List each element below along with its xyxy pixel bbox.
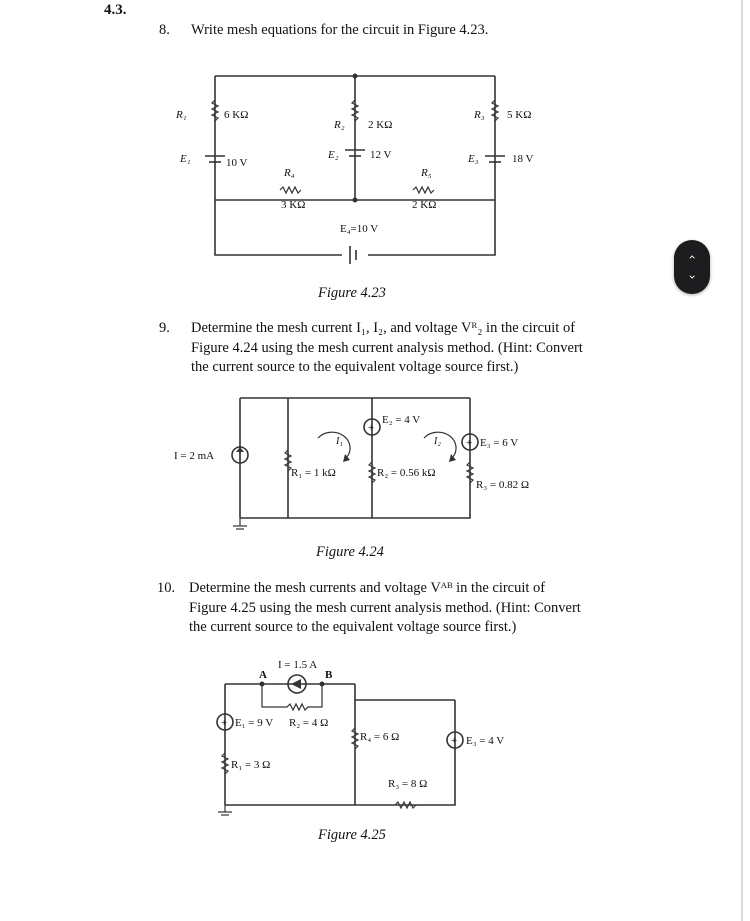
- question-number: 9.: [159, 320, 170, 336]
- label-r5: R₅: [421, 167, 432, 179]
- question-number: 8.: [159, 22, 170, 38]
- question-text-line: Figure 4.24 using the mesh current analysis method. (Hint: Convert: [191, 339, 583, 356]
- node-a: A: [259, 669, 267, 681]
- label-r1: R₁: [176, 109, 187, 121]
- label-i1: I₁: [336, 436, 343, 447]
- label-r4: R₄ = 6 Ω: [360, 731, 400, 743]
- label-r2: R₂: [334, 119, 345, 131]
- value-e1: 10 V: [226, 157, 248, 169]
- value-r3: 5 KΩ: [507, 109, 532, 121]
- chevron-up-icon[interactable]: ‹: [685, 254, 699, 260]
- resistor-r2-branch: [262, 684, 322, 710]
- label-e1: E₁: [180, 153, 191, 165]
- question-text-line: Write mesh equations for the circuit in Figure 4.23.: [191, 22, 489, 38]
- svg-text:+: +: [466, 437, 473, 449]
- figure-4-23-caption: Figure 4.23: [318, 285, 386, 301]
- label-r3: R₃ = 8 Ω: [388, 778, 428, 790]
- figure-4-24-caption: Figure 4.24: [316, 544, 384, 560]
- value-e2: 12 V: [370, 149, 392, 161]
- question-text-line: the current source to the equivalent voltage source first.): [189, 619, 517, 635]
- label-i: I = 2 mA: [174, 450, 215, 462]
- label-i: I = 1.5 A: [278, 659, 318, 671]
- question-number: 10.: [157, 580, 176, 596]
- page-nav-button[interactable]: [674, 240, 710, 294]
- label-e3: E₃ = 6 V: [480, 437, 519, 449]
- value-r5: 2 KΩ: [412, 199, 437, 211]
- question-text-line: the current source to the equivalent voltage source first.): [191, 359, 519, 375]
- label-r4: R₄: [284, 167, 295, 179]
- value-r1: 6 KΩ: [224, 109, 249, 121]
- label-e2: E₂ = 4 V: [382, 414, 421, 426]
- label-e4: E₄=10 V: [340, 223, 379, 235]
- figure-4-25-caption: Figure 4.25: [318, 827, 386, 843]
- node-b: B: [325, 669, 333, 681]
- question-text-line: Determine the mesh currents and voltage Vᴬᴮ in the circuit of: [189, 580, 546, 596]
- label-r2: R₂ = 4 Ω: [289, 717, 329, 729]
- label-r3: R₃: [474, 109, 485, 121]
- chevron-down-icon[interactable]: ›: [685, 274, 699, 280]
- value-r4: 3 KΩ: [281, 199, 306, 211]
- svg-text:+: +: [221, 717, 228, 729]
- label-r1: R₁ = 1 kΩ: [291, 467, 336, 479]
- label-r3: R₃ = 0.82 Ω: [476, 479, 530, 491]
- section-number: 4.3.: [104, 2, 127, 18]
- label-e1: E₁ = 9 V: [235, 717, 274, 729]
- label-e2: E₂: [328, 149, 339, 161]
- question-text-line: Figure 4.25 using the mesh current analysis method. (Hint: Convert: [189, 599, 581, 616]
- value-e3: 18 V: [512, 153, 534, 165]
- label-e3: E₃ = 4 V: [466, 735, 505, 747]
- svg-text:+: +: [451, 735, 458, 747]
- svg-text:+: +: [368, 422, 375, 434]
- label-r2: R₂ = 0.56 kΩ: [377, 467, 436, 479]
- label-i2: I₂: [434, 436, 441, 447]
- label-e3: E₃: [468, 153, 479, 165]
- value-r2: 2 KΩ: [368, 119, 393, 131]
- label-r1: R₁ = 3 Ω: [231, 759, 271, 771]
- question-text-line: Determine the mesh current I₁, I₂, and voltage Vᴿ₂ in the circuit of: [191, 320, 576, 336]
